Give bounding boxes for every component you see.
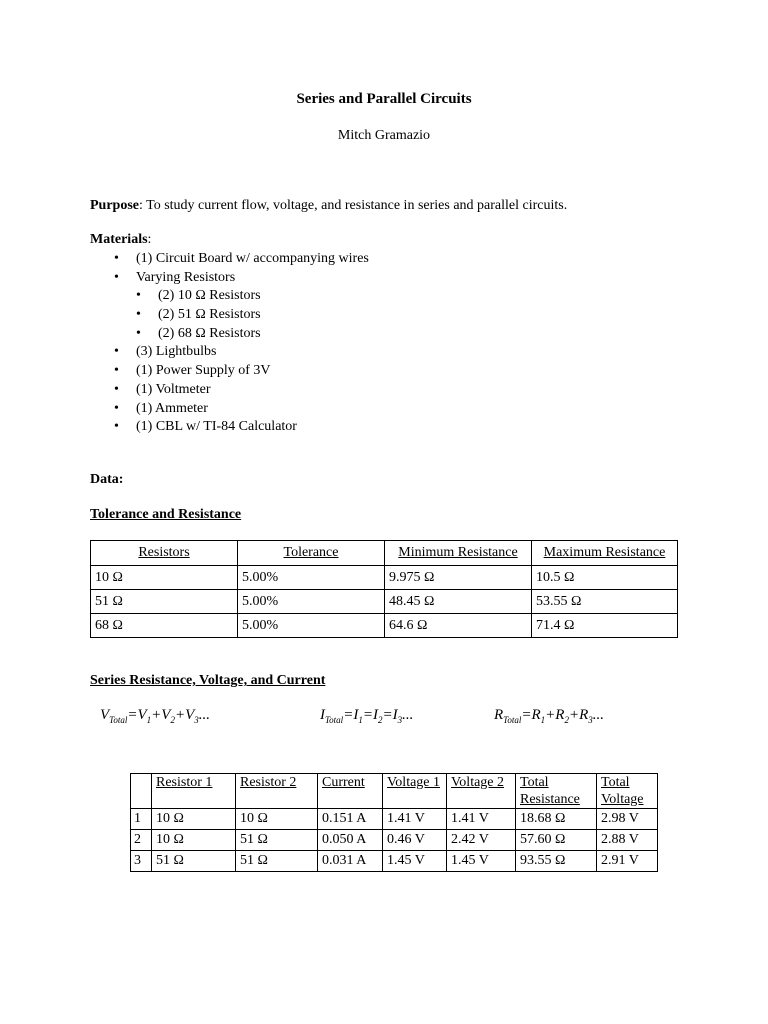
table-cell: 93.55 Ω bbox=[516, 851, 597, 872]
table-cell: 0.031 A bbox=[318, 851, 383, 872]
eq-term: R bbox=[531, 707, 541, 723]
table-cell: 48.45 Ω bbox=[385, 590, 532, 614]
table-cell: 2.88 V bbox=[597, 830, 658, 851]
eq-ellipsis: ... bbox=[592, 707, 604, 723]
table-row bbox=[91, 590, 678, 614]
list-item: • (1) Ammeter bbox=[112, 400, 369, 419]
eq-subscript: 1 bbox=[540, 715, 546, 725]
purpose-label: Purpose bbox=[90, 198, 139, 213]
list-item: • Varying Resistors bbox=[112, 269, 369, 288]
table-row bbox=[131, 809, 658, 830]
eq-subscript: 1 bbox=[358, 715, 363, 725]
table-header: Voltage 1 bbox=[383, 774, 447, 809]
table-cell: 10 Ω bbox=[152, 830, 236, 851]
table-cell: 1 bbox=[131, 809, 152, 830]
eq-subscript: Total bbox=[503, 715, 522, 725]
table-cell: 5.00% bbox=[238, 566, 385, 590]
table-cell: 53.55 Ω bbox=[532, 590, 678, 614]
eq-ellipsis: ... bbox=[198, 707, 210, 723]
table-header-row bbox=[131, 774, 658, 809]
table-cell: 71.4 Ω bbox=[532, 614, 678, 638]
current-equation bbox=[320, 707, 413, 725]
table-cell: 9.975 Ω bbox=[385, 566, 532, 590]
table-header bbox=[131, 774, 152, 809]
materials-colon: : bbox=[147, 232, 152, 247]
eq-term: R bbox=[555, 707, 565, 723]
eq-term: R bbox=[579, 707, 589, 723]
table-cell: 64.6 Ω bbox=[385, 614, 532, 638]
table-header-row bbox=[91, 541, 678, 566]
eq-subscript: 3 bbox=[397, 715, 403, 725]
table-header: Minimum Resistance bbox=[385, 541, 532, 566]
tolerance-heading: Tolerance and Resistance bbox=[90, 507, 242, 522]
table-row bbox=[91, 614, 678, 638]
table-cell: 18.68 Ω bbox=[516, 809, 597, 830]
eq-term: V bbox=[137, 707, 147, 723]
resistance-equation bbox=[494, 707, 604, 725]
table-cell: 2 bbox=[131, 830, 152, 851]
eq-operator: = bbox=[521, 707, 532, 723]
list-item: • (1) Power Supply of 3V bbox=[112, 362, 369, 381]
table-cell: 10.5 Ω bbox=[532, 566, 678, 590]
table-cell: 1.45 V bbox=[383, 851, 447, 872]
series-table bbox=[130, 773, 658, 872]
table-cell: 1.45 V bbox=[447, 851, 516, 872]
table-row bbox=[91, 566, 678, 590]
eq-operator: = bbox=[382, 707, 393, 723]
table-header: Current bbox=[318, 774, 383, 809]
table-header: Voltage 2 bbox=[447, 774, 516, 809]
table-cell: 10 Ω bbox=[91, 566, 238, 590]
table-cell: 57.60 Ω bbox=[516, 830, 597, 851]
eq-subscript: 2 bbox=[564, 715, 569, 725]
list-item: • (1) CBL w/ TI-84 Calculator bbox=[112, 418, 369, 437]
eq-term: V bbox=[100, 707, 110, 723]
table-cell: 10 Ω bbox=[236, 809, 318, 830]
table-cell: 51 Ω bbox=[236, 851, 318, 872]
eq-subscript: 3 bbox=[588, 715, 593, 725]
table-cell: 2.91 V bbox=[597, 851, 658, 872]
eq-subscript: 1 bbox=[146, 715, 152, 725]
eq-subscript: 2 bbox=[170, 715, 175, 725]
materials-heading bbox=[90, 232, 151, 248]
table-cell: 2.42 V bbox=[447, 830, 516, 851]
table-header: Total Resistance bbox=[516, 774, 597, 809]
voltage-equation bbox=[100, 707, 210, 725]
table-cell: 68 Ω bbox=[91, 614, 238, 638]
table-cell: 51 Ω bbox=[91, 590, 238, 614]
table-cell: 1.41 V bbox=[447, 809, 516, 830]
table-cell: 1.41 V bbox=[383, 809, 447, 830]
table-cell: 0.151 A bbox=[318, 809, 383, 830]
eq-subscript: Total bbox=[109, 715, 128, 725]
eq-term: I bbox=[320, 707, 325, 723]
purpose-paragraph bbox=[90, 198, 567, 214]
table-cell: 2.98 V bbox=[597, 809, 658, 830]
table-cell: 0.050 A bbox=[318, 830, 383, 851]
eq-subscript: Total bbox=[325, 715, 344, 725]
table-header: Maximum Resistance bbox=[532, 541, 678, 566]
list-item: • (2) 68 Ω Resistors bbox=[134, 325, 369, 344]
table-cell: 10 Ω bbox=[152, 809, 236, 830]
list-item: • (3) Lightbulbs bbox=[112, 343, 369, 362]
list-item: • (2) 51 Ω Resistors bbox=[134, 306, 369, 325]
table-cell: 51 Ω bbox=[236, 830, 318, 851]
eq-operator: = bbox=[362, 707, 373, 723]
eq-term: V bbox=[185, 707, 195, 723]
table-header: Total Voltage bbox=[597, 774, 658, 809]
eq-operator: + bbox=[174, 707, 186, 723]
table-header: Resistor 2 bbox=[236, 774, 318, 809]
table-cell: 51 Ω bbox=[152, 851, 236, 872]
list-item: • (2) 10 Ω Resistors bbox=[134, 287, 369, 306]
eq-term: V bbox=[161, 707, 171, 723]
table-cell: 5.00% bbox=[238, 614, 385, 638]
materials-label: Materials bbox=[90, 232, 148, 247]
eq-operator: + bbox=[151, 707, 162, 723]
tolerance-table bbox=[90, 540, 678, 638]
author-name: Mitch Gramazio bbox=[337, 128, 431, 143]
list-item: • (1) Circuit Board w/ accompanying wires bbox=[112, 250, 369, 269]
eq-operator: + bbox=[545, 707, 556, 723]
purpose-text: : To study current flow, voltage, and resistance in series and parallel circuits. bbox=[139, 198, 568, 213]
list-item: • (1) Voltmeter bbox=[112, 381, 369, 400]
eq-operator: = bbox=[127, 707, 138, 723]
table-header: Tolerance bbox=[238, 541, 385, 566]
eq-term: R bbox=[494, 707, 504, 723]
series-heading: Series Resistance, Voltage, and Current bbox=[90, 673, 326, 688]
eq-ellipsis: ... bbox=[402, 707, 414, 723]
eq-operator: + bbox=[568, 707, 580, 723]
table-header: Resistors bbox=[91, 541, 238, 566]
materials-list bbox=[112, 250, 369, 437]
eq-subscript: 3 bbox=[194, 715, 199, 725]
eq-term: I bbox=[353, 707, 359, 723]
table-cell: 5.00% bbox=[238, 590, 385, 614]
eq-term: I bbox=[392, 707, 398, 723]
table-row bbox=[131, 830, 658, 851]
data-heading: Data: bbox=[90, 472, 124, 487]
document-title: Series and Parallel Circuits bbox=[296, 91, 472, 107]
eq-operator: = bbox=[343, 707, 354, 723]
eq-term: I bbox=[372, 707, 378, 723]
table-header: Resistor 1 bbox=[152, 774, 236, 809]
table-row bbox=[131, 851, 658, 872]
table-cell: 3 bbox=[131, 851, 152, 872]
eq-subscript: 2 bbox=[377, 715, 383, 725]
table-cell: 0.46 V bbox=[383, 830, 447, 851]
